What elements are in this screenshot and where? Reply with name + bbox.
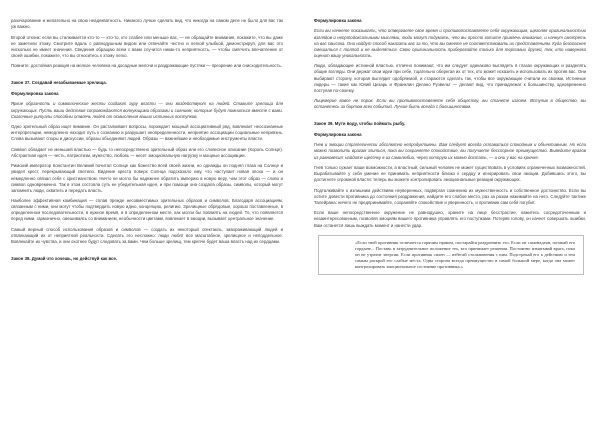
paragraph: Лицемерие вовсе не порок. Если вы противопоставляете себя обществу, вы станете изгоем. Вступив в общество, вы останетесь за бортом всех событий. Лучше быть всегда с большинством.: [314, 98, 586, 110]
formula-text: Гнев и эмоции стратегически абсолютно непродуктивны. Вам следует всегда оставаться спокойным и объективным. Но если можно позволить врагам злиться, пока вы сохраняете спокойствие, вы получаете бесспорное преимущество. Выведите врагов из равновесия: найдите щелочку в их самолюбии, через которую их можно достать, — и они у вас на крючке.: [314, 142, 586, 160]
law-37-title: Закон 37. Создавай незабываемые зрелища.: [11, 80, 107, 86]
paragraph: Подталкивайте к излишним действиям неуверенных, подвергая сомнению их мужественность и собственное достоинство. Если вы хотите довести противника до состояния раздражения, найдите его слабое место, раз за разом нажимайте на него. Следуйте тактике Талейрана: ничего не предпринимайте, сохраняйте спокойствие и уверенность, и противник сам себя погубит.: [314, 187, 586, 205]
paragraph: Римский император Константин Великий почитал Солнце как божество всей своей жизни, но однажды он поднял глаза на Солнце и увидел крест, перекрывающий светило. Видение креста поверх Солнца подсказало ему, что наступает новая эпоха — и он немедленно связал себя с христианством. Ничто не могло бы надежнее обратить империю в новую веру, чем этот образ — слово и символ одновременно. Так в этом состояла суть ее убедительная идея, и при помощи она создала образы, символы, который могут запомнить люди, охватить и передать власть.: [11, 163, 283, 193]
formula-heading: Формулировка закона: [11, 90, 59, 96]
paragraph: Одно зрительный образ ищет вимание. Он расталкивает вопросы, порождает мощный ассоциативный ряд, вовлекает неосознанные интерпретации, немедленно находит путь к сознанию и разрушает неопределенности, неприятие ассоциации социальные неприязнь. Слова вызывают споры и дискуссии, образы объединяют людей. Образы — важнейшие и необходимые инструменты власти.: [11, 124, 283, 142]
formula-text: Если вы начнете показывать, что отвергаете свое время и противопоставляете себя окружающим, щеголяя оригинальностью взглядов и неортодоксальными мыслями, люди могут подумать, что вы просто хотите привлечь внимание, и начнут смотреть на вас свысока. Они найдут способ наказать вас за то, что вы смеете не соответствовать их представлениям. Куда безопаснее смешаться с толпой и не выделяться. Свою оригинальность приберегайте только для терпимых друзей, тех, кто наверняка оценит вашу уникальность.: [314, 28, 586, 58]
formula-heading: Формулировка закона: [314, 18, 362, 23]
paragraph: Люди, обладающие истинной властью, отлично понимают, что им следует одинаково выглядеть в глазах окружающих и разделять общие взгляды. Они держат свои идеи при себе, тщательно оберегая их от тех, кто может исказить и использовать их против вас. Они выбирают сторону, которая выглядит одобряемой, и стараются сделать так, чтобы все окружающие считали их своими. Истинные лидеры — такие как Юлий Цезарь и Франклин Делано Рузвельт — делают вид, что принадлежат к большинству, одновременно поступая по-своему.: [314, 63, 586, 93]
quote-box: [318, 235, 584, 275]
formula-text: Яркие образность и символические жесты создают ауру власти — они воздействуют на людей. Ставьте зрелища для окружающих. Пусть ваши действия сопровождаются волнующими образами и сиянием, которые будут помниться вместе с вами. Сказочные ритуалы способны отвлечь людей от осмысления ваших истинных поступков.: [11, 101, 283, 119]
paragraph: Гнев только сужает ваши возможности, а властный, сильный человек не может существовать в условиях ограниченных возможностей. Вырабатывайте у себя умение не принимать неприятности близко к сердцу и игнорировать свои эмоции. Добившись этого, вы достигнете огромной власти: теперь вы можете контролировать эмоциональные реакции окружающих.: [314, 165, 586, 183]
paragraph: разочарование и желательно на свою неадекватность. Никакого лучше сделать вид, что никогда на самом деле не было для вас так уж важно.: [11, 18, 283, 30]
left-column: [11, 18, 283, 267]
paragraph: Наиболее эффективная комбинация — сплав прежде несовместимых зрительных образов и символов. Благодаря ассоциациям, связанным с ними, они могут чтобы подтвердить новую идею, концепцию, религию. Зрелищные обрядовые, хорошо поставленные, в определенном последовательности, в нужное время, и в определенном месте, как могли бы повлиять на людей. То, что появляется перед ними, гармонично, смешиваясь со вниманием, необычности цветами, вовлекает в эмоции, вызывает центральное значение.: [11, 198, 283, 222]
law-39-title: Закон 39. Мути воду, чтобы поймать рыбу.: [314, 121, 406, 127]
right-column: [314, 18, 586, 275]
paragraph: Самый верный способ использования образов и символов — создать их некоторый спектакль, завораживающий людей и отвлекающий их от неприятной реальности. Сделать это несложно: люди любят все масштабное, зрелищное и неподдельное. Вовлекайте их чувства, и они охотнее будут следовать за вами. Чем больше зрелищ, тем крепче будет ваша власть над их сердцами.: [11, 226, 283, 245]
formula-heading: Формулировка закона: [314, 131, 362, 137]
quote-text: «Если твой противник отличается горячим нравом, постарайся раздразнить его. Если он самонадеян, потакай его гордыне... Поставь в затруднительное положение тех, кто принимает решения. Постоянно изматывай врага, пока он не утратит энергии. Если противник силен — избегай столкновения с ним. Подстрекай его к действию и тем самым раскрой его слабые места. Одна сторона всегда преимущество в самой большой мере, когда она может контролировать эмоциональное состояние противника.»: [355, 239, 575, 269]
paragraph: Второй отклик: если вы сталкивается кто-то — кто-то, кто слабее или меньше вас, — не обращайте внимания, покажите, что вы даже не заметили этому. Смотрите вдаль с равнодушным видом или отвечайте честно и легкой улыбкой, демонстрируя, для вас это нисколько не имеет значения. Сведения обращаю всем с вами случится никак-то неприятность, — чтобы смягчить впечатление от своей ошибки, покажите, что вы относитесь к этому легко.: [11, 34, 283, 58]
paragraph: Помните: достойная реакция на мелкое человека на досадные мелочи и раздражающие пустяки — презрение или снисходительность.: [11, 63, 282, 69]
law-38-title: Закон 38. Думай что хочешь, но действуй как все.: [11, 256, 118, 262]
paragraph: Символ обладает не меньшей властью — будь то непосредственно зрительный образ или его словесное описание (Король Солнце). Абстрактная идея — честь, патриотизм, мужество, любовь — несет эмоциональную нагрузку и мощные ассоциации.: [11, 146, 283, 158]
paragraph: Если ваше непосредственное окружение не равнодушно, храните на лице бесстрастие, кажитесь сосредоточенным и незаинтересованным, позволяя эмоциям вашего противника управлять его поступками. Потеряв голову, он начнет совершать ошибки. Вам останется лишь выждать момент и нанести удар.: [314, 210, 586, 228]
